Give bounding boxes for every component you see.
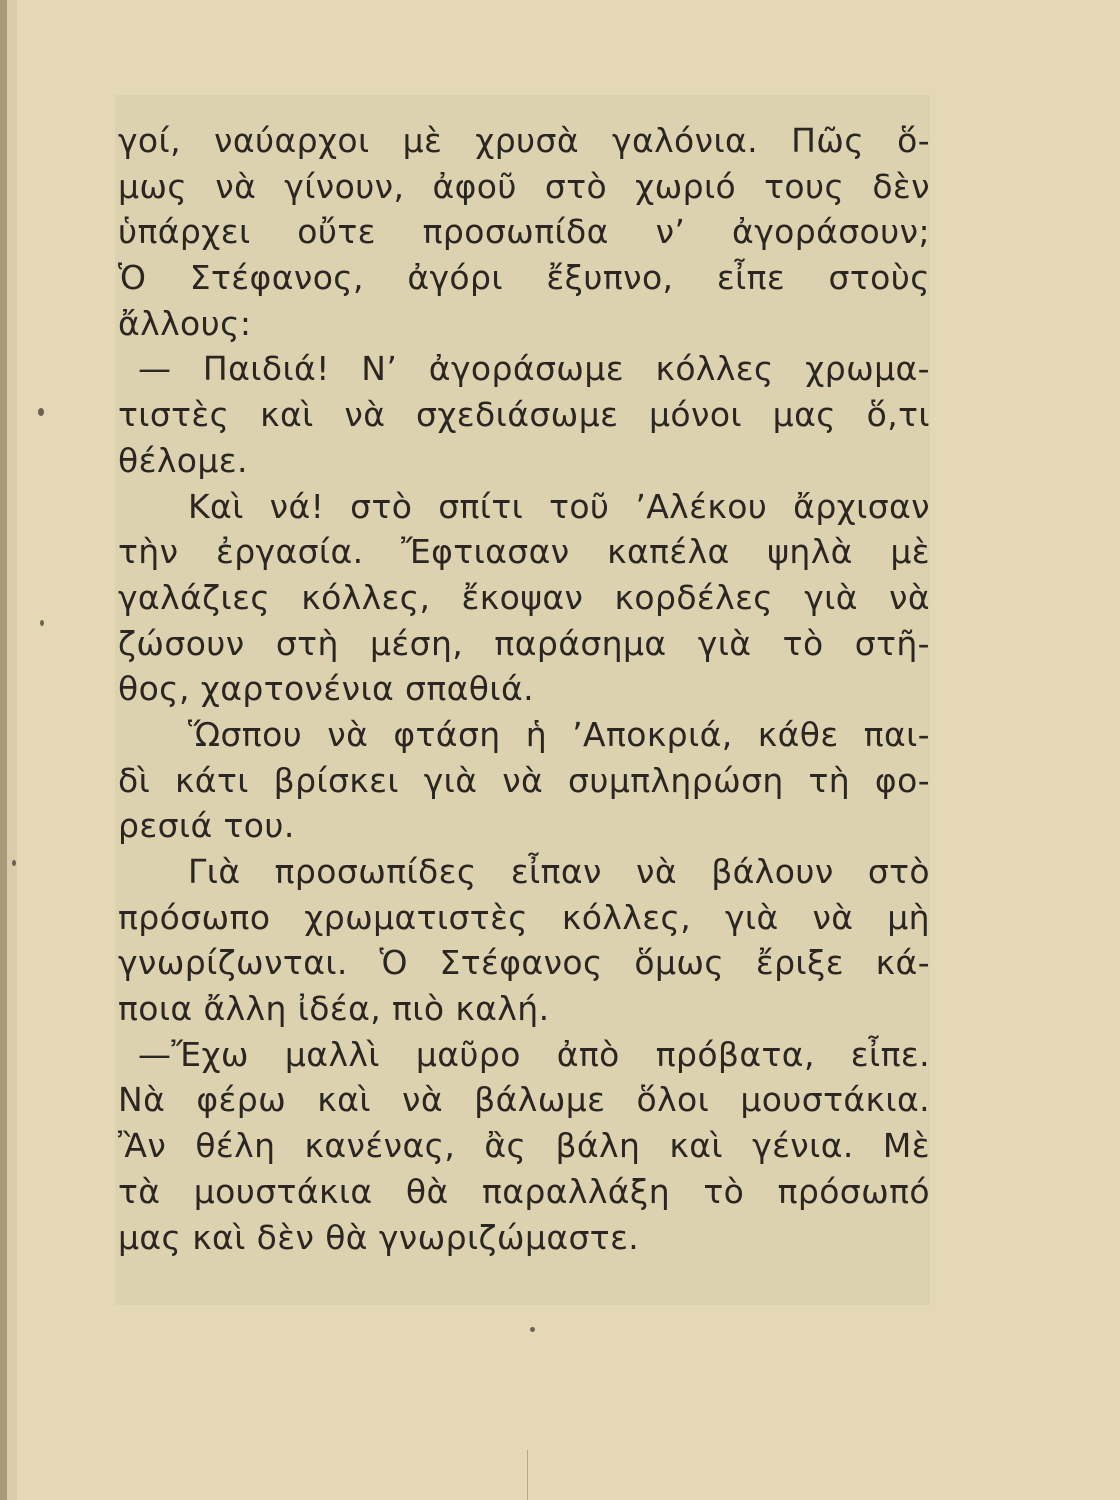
text-line: Ἂν θέλη κανένας, ἂς βάλη καὶ γένια. Μὲ (118, 1126, 930, 1166)
ink-speck (38, 408, 44, 416)
text-line: Νὰ φέρω καὶ νὰ βάλωμε ὅλοι μουστάκια. (118, 1080, 930, 1120)
text-line: Καὶ νά! στὸ σπίτι τοῦ ’Αλέκου ἄρχισαν (188, 486, 930, 526)
text-line: τιστὲς καὶ νὰ σχεδιάσωμε μόνοι μας ὅ,τι (118, 395, 930, 435)
text-line: θέλομε. (118, 440, 248, 480)
page-binding-shadow (7, 0, 17, 1500)
text-line: γνωρίζωνται. Ὁ Στέφανος ὅμως ἔριξε κά- (118, 943, 930, 983)
text-line: —Ἔχω μαλλὶ μαῦρο ἀπὸ πρόβατα, εἶπε. (138, 1034, 930, 1074)
text-line: ζώσουν στὴ μέση, παράσημα γιὰ τὸ στῆ- (118, 623, 930, 663)
text-line: ὑπάρχει οὔτε προσωπίδα ν’ ἀγοράσουν; (118, 212, 930, 252)
page-crease (527, 1450, 528, 1500)
ink-speck (530, 1327, 535, 1332)
text-line: γαλάζιες κόλλες, ἔκοψαν κορδέλες γιὰ νὰ (118, 577, 930, 617)
text-line: ἄλλους: (118, 303, 252, 343)
text-line: γοί, ναύαρχοι μὲ χρυσὰ γαλόνια. Πῶς ὅ- (118, 121, 930, 160)
text-line: πρόσωπο χρωματιστὲς κόλλες, γιὰ νὰ μὴ (118, 897, 930, 937)
text-line: ρεσιά του. (118, 806, 295, 846)
text-line: ποια ἄλλη ἰδέα, πιὸ καλή. (118, 989, 550, 1029)
text-line: τὰ μουστάκια θὰ παραλλάξη τὸ πρόσωπό (118, 1171, 930, 1211)
text-line: μας καὶ δὲν θὰ γνωριζώμαστε. (118, 1217, 640, 1257)
page-binding-edge (0, 0, 7, 1500)
text-line: μως νὰ γίνουν, ἀφοῦ στὸ χωριό τους δὲν (118, 166, 930, 206)
text-line: Ὥσπου νὰ φτάση ἡ ’Αποκριά, κάθε παι- (188, 714, 930, 754)
text-line: τὴν ἐργασία. Ἔφτιασαν καπέλα ψηλὰ μὲ (118, 532, 930, 572)
ink-speck (40, 620, 44, 626)
body-text (118, 118, 930, 1260)
ink-speck (12, 860, 16, 866)
text-line: Γιὰ προσωπίδες εἶπαν νὰ βάλουν στὸ (188, 852, 930, 891)
text-line: — Παιδιά! Ν’ ἀγοράσωμε κόλλες χρωμα- (138, 349, 930, 389)
text-line: δὶ κάτι βρίσκει γιὰ νὰ συμπληρώση τὴ φο- (118, 760, 930, 800)
text-line: θος, χαρτονένια σπαθιά. (118, 669, 534, 709)
text-line: Ὁ Στέφανος, ἀγόρι ἔξυπνο, εἶπε στοὺς (118, 258, 930, 298)
